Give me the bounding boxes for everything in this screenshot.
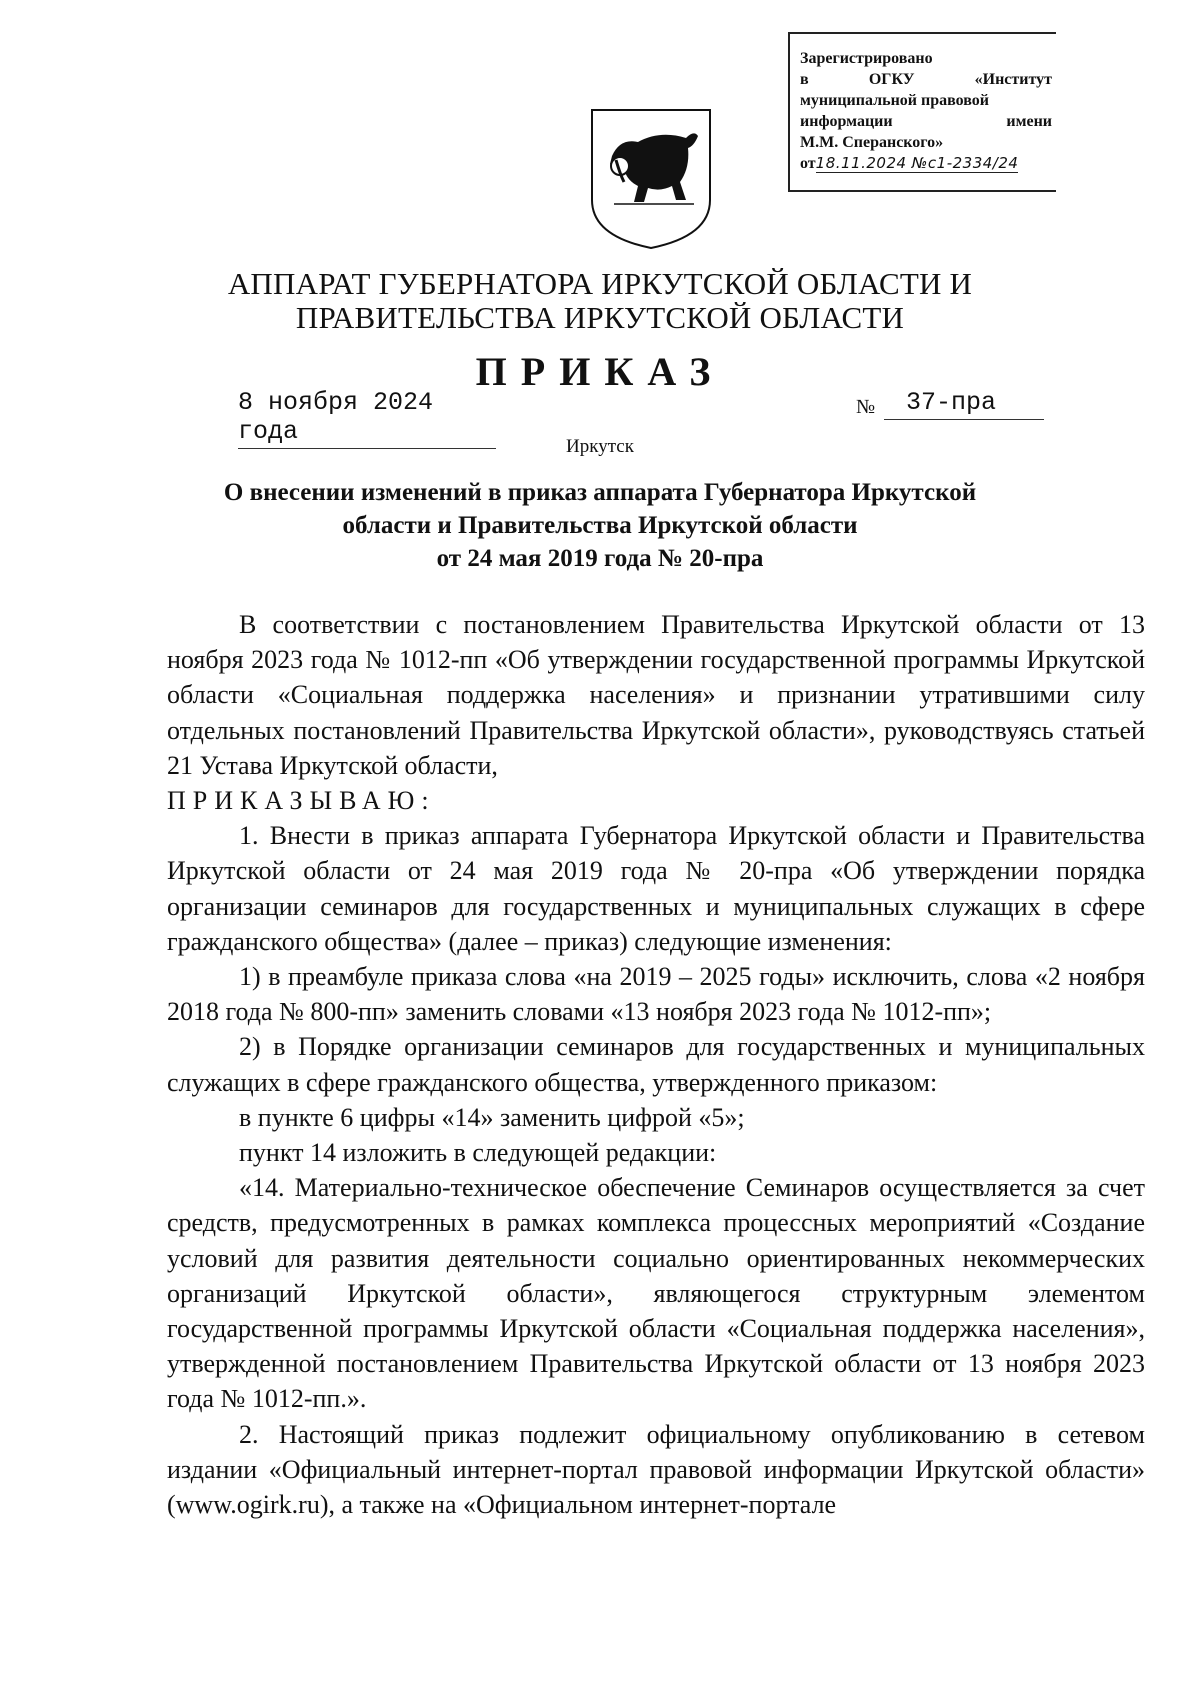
stamp-word: информации bbox=[800, 113, 893, 130]
title-line: области и Правительства Иркутской области bbox=[342, 512, 858, 539]
item-1-2-paragraph: 2) в Порядке организации семинаров для государственных и муниципальных служащих в сфере гражданского общества, утвержденного приказом: bbox=[167, 1032, 1145, 1097]
issuer-header-line: ПРАВИТЕЛЬСТВА ИРКУТСКОЙ ОБЛАСТИ bbox=[295, 300, 905, 335]
stamp-word: ОГКУ bbox=[868, 71, 915, 88]
stamp-word: имени bbox=[1006, 113, 1052, 130]
document-title bbox=[180, 476, 1020, 575]
item-1-2-b-paragraph: пункт 14 изложить в следующей редакции: bbox=[239, 1138, 717, 1168]
stamp-line: муниципальной правовой bbox=[800, 92, 990, 109]
stamp-handwritten-registration: 18.11.2024 №с1-2334/24 bbox=[815, 154, 1019, 172]
irkutsk-coat-of-arms-icon bbox=[590, 108, 712, 250]
order-word: ПРИКАЗЫВАЮ: bbox=[167, 786, 436, 816]
document-city: Иркутск bbox=[566, 436, 634, 457]
item-2-paragraph: 2. Настоящий приказ подлежит официальному опубликованию в сетевом издании «Официальный интернет-портал правовой информации Иркутской области» (www.ogirk.ru), а также на «Официальном интернет-портале bbox=[167, 1419, 1145, 1520]
stamp-line: Зарегистрировано bbox=[800, 50, 933, 67]
title-line: О внесении изменений в приказ аппарата Губернатора Иркутской bbox=[223, 479, 977, 506]
title-line: от 24 мая 2019 года № 20-пра bbox=[436, 545, 764, 572]
issuer-header-line: АППАРАТ ГУБЕРНАТОРА ИРКУТСКОЙ ОБЛАСТИ И bbox=[227, 266, 973, 301]
preamble-paragraph: В соответствии с постановлением Правительства Иркутской области от 13 ноября 2023 года № 1012-пп «Об утверждении государственной программы Иркутской области «Социальная поддержка населения» и признании утратившими силу отдельных постановлений Правительства Иркутской области», руководствуясь статьей 21 Устава Иркутской области, bbox=[167, 610, 1145, 780]
document-number: 37-пра bbox=[884, 388, 1044, 420]
item-1-1-paragraph: 1) в преамбуле приказа слова «на 2019 – 2025 годы» исключить, слова «2 ноября 2018 года № 800-пп» заменить словами «13 ноября 2023 года № 1012-пп»; bbox=[167, 962, 1145, 1027]
stamp-line bbox=[800, 69, 1052, 90]
stamp-line: М.М. Сперанского» bbox=[800, 134, 944, 151]
stamp-prefix: от bbox=[800, 155, 816, 172]
registration-stamp bbox=[788, 32, 1056, 192]
document-type: ПРИКАЗ bbox=[475, 349, 725, 394]
item-1-paragraph: 1. Внести в приказ аппарата Губернатора Иркутской области и Правительства Иркутской области от 24 мая 2019 года № 20-пра «Об утверждении порядка организации семинаров для государственных и муниципальных служащих в сфере гражданского общества» (далее – приказ) следующие изменения: bbox=[167, 821, 1145, 956]
document-body bbox=[167, 607, 1145, 1522]
stamp-word: «Институт bbox=[974, 71, 1052, 88]
stamp-line bbox=[800, 111, 1052, 132]
stamp-word: в bbox=[800, 71, 809, 88]
stamp-date-line bbox=[800, 153, 1052, 174]
item-1-2-a-paragraph: в пункте 6 цифры «14» заменить цифрой «5»; bbox=[239, 1102, 745, 1132]
item-1-2-c-paragraph: «14. Материально-техническое обеспечение Семинаров осуществляется за счет средств, предусмотренных в рамках комплекса процессных мероприятий «Создание условий для развития деятельности социально ориентированных некоммерческих организаций Иркутской области», являющегося структурным элементом государственной программы Иркутской области «Социальная поддержка населения», утвержденной постановлением Правительства Иркутской области от 13 ноября 2023 года № 1012-пп.». bbox=[167, 1173, 1145, 1414]
document-date: 8 ноября 2024 года bbox=[238, 388, 496, 449]
number-label: № bbox=[856, 396, 876, 418]
